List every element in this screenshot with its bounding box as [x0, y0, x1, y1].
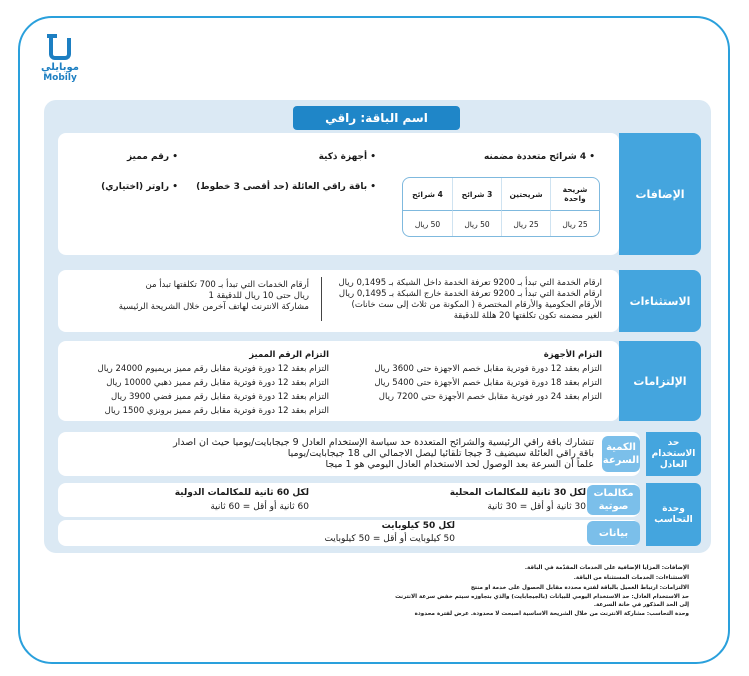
tab-additions: الإضافات: [619, 133, 701, 255]
additions-item: • راوتر (اختياري): [101, 182, 178, 192]
tab-fair-use: حد الاستخدام العادل: [646, 432, 701, 476]
table-header: 3 شرائح: [452, 178, 501, 211]
footnote: إلى الحد المذكور في خانة السرعة.: [593, 602, 689, 608]
footnote: وحدة التحاسب: مشاركة الانترنت من خلال الشريحة الاساسية اصبحت لا محدودة. عرض لفترة محدودة: [414, 611, 689, 617]
exceptions-right-line: الغير مضمنه تكون تكلفتها 20 هللة للدقيقة: [453, 311, 602, 321]
table-cell: 50 ريال: [414, 219, 441, 229]
local-calls-rule: 30 ثانية أو أقل = 30 ثانية: [487, 502, 586, 512]
fair-use-line: باقة راقي العائلة سيضيف 3 جيجا تلقائيا ليصل الاجمالي الى 18 جيجابايت/يوميا: [287, 448, 594, 459]
mobily-logo: [40, 38, 80, 83]
additions-item: • أجهزة ذكية: [318, 152, 376, 162]
logo-arabic: موبايلي: [41, 62, 79, 73]
additions-item: • رقم مميز: [126, 152, 178, 162]
footnote: الإضافات: المزايا الإضافية على الخدمات المقدّمة في الباقة.: [524, 565, 689, 571]
number-commitment-line: التزام بعقد 12 دورة فوترية مقابل رقم مميز فضي 3900 ريال: [111, 392, 329, 402]
logo-english: Mobily: [43, 73, 77, 83]
intl-calls-rule: 60 ثانية أو أقل = 60 ثانية: [210, 502, 309, 512]
exceptions-left-line: ريال حتى 10 ريال للدقيقة 1: [208, 291, 309, 301]
devices-commitment-title: التزام الأجهزة: [543, 350, 602, 360]
plan-title: اسم الباقة: راقي: [293, 106, 460, 130]
data-unit-title: لكل 50 كيلوبايت: [381, 521, 455, 531]
fair-use-line: علماً أن السرعة بعد الوصول لحد الاستخدام العادل اليومي هو 1 ميجا: [325, 459, 594, 470]
additions-item: • 4 شرائح متعددة مضمنه: [483, 152, 595, 162]
footnotes: [289, 563, 689, 619]
exceptions-right-line: الأرقام الحكومية والأرقام المختصرة ( المكونة من ثلاث إلى ست خانات): [351, 300, 602, 310]
multisim-price-table: [402, 177, 600, 237]
additions-item: • باقة راقي العائلة (حد أقصى 3 خطوط): [196, 182, 376, 192]
table-cell: 25 ريال: [501, 211, 550, 237]
tab-billing-unit: وحدة التحاسب: [646, 483, 701, 546]
calls-label: مكالمات صوتية: [587, 485, 640, 515]
local-calls-title: لكل 30 ثانية للمكالمات المحلية: [449, 488, 586, 498]
exceptions-left-line: أرقام الخدمات التي تبدأ بـ 700 تكلفتها تبدأ من: [145, 280, 309, 290]
tab-commitments: الإلتزامات: [619, 341, 701, 421]
exceptions-right-line: ارقام الخدمة التي تبدأ بـ 9200 تعرفة الخدمة داخل الشبكة بـ 0,1495 ريال: [338, 278, 602, 288]
number-commitment-title: التزام الرقم المميز: [249, 350, 329, 360]
devices-commitment-line: التزام بعقد 12 دورة فوترية مقابل خصم الاجهزة حتى 3600 ريال: [374, 364, 602, 374]
exceptions-left-line: مشاركة الانترنت لهاتف آخرمن خلال الشريحة الرئيسية: [118, 302, 309, 312]
tab-exceptions: الاستثناءات: [619, 270, 701, 332]
fair-use-quantity-speed-label: الكمية السرعة: [602, 436, 640, 472]
devices-commitment-line: التزام بعقد 24 دور فوترية مقابل خصم الأجهزة حتى 7200 ريال: [378, 392, 602, 402]
data-unit-rule: 50 كيلوبايت أو أقل = 50 كيلوبايت: [324, 534, 455, 544]
exceptions-right-line: ارقام الخدمة التي تبدأ بـ 9200 تعرفة الخدمة خارج الشبكة بـ 0,1495 ريال: [338, 289, 602, 299]
data-label: بيانات: [587, 521, 640, 545]
number-commitment-line: التزام بعقد 12 دورة فوترية مقابل رقم مميز بريميوم 24000 ريال: [97, 364, 329, 374]
table-header: 4 شرائح: [403, 178, 452, 211]
fair-use-line: تتشارك باقة راقي الرئيسية والشرائح المتعددة حد سياسة الإستخدام العادل 9 جيجابايت/يوميا حيث ان اصدار: [173, 437, 594, 448]
devices-commitment-line: التزام بعقد 18 دورة فوترية مقابل خصم الأجهزة حتى 5400 ريال: [374, 378, 602, 388]
number-commitment-line: التزام بعقد 12 دورة فوترية مقابل رقم مميز برونزي 1500 ريال: [104, 406, 329, 416]
table-cell: 25 ريال: [550, 211, 599, 237]
footnote: حد الاستخدام العادل: حد الاستخدام اليومي للبيانات (بالجيجابايت) والذي بتجاوزه سيتم خفض سرعة الانترنت: [395, 594, 689, 600]
table-cell: 50 ريال: [452, 211, 501, 237]
footnote: الاستثناءات: الخدمات المستثناة من الباقة.: [573, 575, 689, 581]
intl-calls-title: لكل 60 ثانية للمكالمات الدولية: [174, 488, 309, 498]
table-header: شريحتين: [501, 178, 550, 211]
table-header: شريحة واحدة: [550, 178, 599, 211]
number-commitment-line: التزام بعقد 12 دورة فوترية مقابل رقم مميز ذهبي 10000 ريال: [106, 378, 329, 388]
mobily-logo-icon: [49, 38, 71, 60]
exceptions-divider: [321, 277, 322, 321]
footnote: الالتزامات: ارتباط العميل بالباقة لفترة محددة مقابل الحصول على خدمة او منتج: [470, 585, 689, 591]
